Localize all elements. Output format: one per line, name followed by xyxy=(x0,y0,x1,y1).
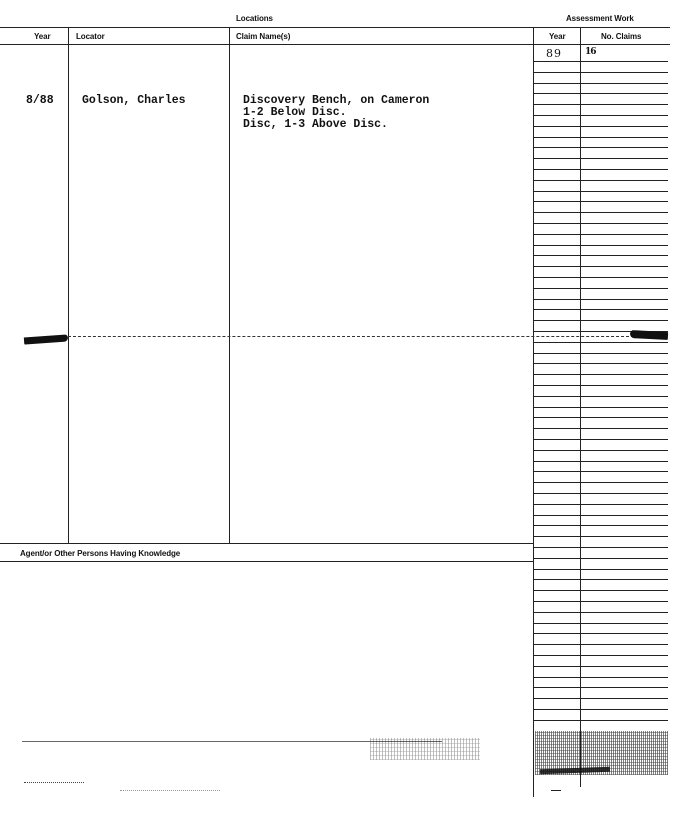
assessment-row-rule xyxy=(533,126,668,127)
no-claims-column-header: No. Claims xyxy=(601,32,642,41)
agent-section-rule xyxy=(0,561,533,562)
assessment-row-rule xyxy=(533,428,668,429)
assess-bottom-stub xyxy=(551,790,561,791)
assessment-row-rule xyxy=(533,93,668,94)
assessment-row-rule xyxy=(533,309,668,310)
assessment-row-rule xyxy=(533,515,668,516)
assessment-row-rule xyxy=(533,417,668,418)
assessment-row-rule xyxy=(533,115,668,116)
assessment-row-rule xyxy=(533,633,668,634)
claim-names-column-header: Claim Name(s) xyxy=(236,32,291,41)
assessment-row-rule xyxy=(533,83,668,84)
assessment-row-rule xyxy=(533,439,668,440)
assessment-row-rule xyxy=(533,191,668,192)
binding-mark-left xyxy=(24,334,68,344)
assessment-row-rule xyxy=(533,450,668,451)
assessment-row-rule xyxy=(533,342,668,343)
assessment-year-column-header: Year xyxy=(549,32,566,41)
assessment-row-rule xyxy=(533,277,668,278)
assessment-row-rule xyxy=(533,212,668,213)
fold-line xyxy=(68,336,634,337)
assessment-row-rule xyxy=(533,353,668,354)
locator-claims-divider xyxy=(229,27,230,543)
locations-bottom-rule xyxy=(0,543,533,544)
assessment-row-rule xyxy=(533,288,668,289)
assessment-row-rule xyxy=(533,687,668,688)
assessment-row-rule xyxy=(533,320,668,321)
assessment-row-rule xyxy=(533,385,668,386)
assessment-row-rule xyxy=(533,504,668,505)
assessment-row-rule xyxy=(533,655,668,656)
assessment-row-rule xyxy=(533,234,668,235)
assessment-row-rule xyxy=(533,612,668,613)
scan-noise-block xyxy=(370,738,480,760)
scan-bottom-streak-2 xyxy=(120,790,220,791)
record-claim-line-3: Disc, 1-3 Above Disc. xyxy=(243,118,388,131)
assessment-row-rule xyxy=(533,644,668,645)
assessment-row-rule xyxy=(533,471,668,472)
assessment-row-rule xyxy=(533,569,668,570)
locations-header: Locations xyxy=(236,14,273,23)
assessment-row-rule xyxy=(533,104,668,105)
assessment-row-rule xyxy=(533,623,668,624)
record-claim-line-2: 1-2 Below Disc. xyxy=(243,106,347,119)
assessment-row-rule xyxy=(533,482,668,483)
assessment-row-rule xyxy=(533,180,668,181)
scan-bottom-streak xyxy=(24,782,84,783)
assessment-row-rule xyxy=(533,245,668,246)
assessment-row-rule xyxy=(533,137,668,138)
assessment-row-rule xyxy=(533,558,668,559)
year-column-header: Year xyxy=(34,32,51,41)
top-rule xyxy=(0,27,670,28)
assessment-row-rule xyxy=(533,407,668,408)
assessment-row-rule xyxy=(533,396,668,397)
record-year: 8/88 xyxy=(26,94,54,107)
assessment-row-rule xyxy=(533,169,668,170)
assessment-row-rule xyxy=(533,363,668,364)
year-locator-divider xyxy=(68,27,69,543)
record-locator: Golson, Charles xyxy=(82,94,186,107)
column-header-rule xyxy=(0,44,670,45)
record-claim-line-1: Discovery Bench, on Cameron xyxy=(243,94,430,107)
assessment-row-rule xyxy=(533,147,668,148)
assessment-row-rule xyxy=(533,201,668,202)
assessment-row-rule xyxy=(533,255,668,256)
assessment-row-rule xyxy=(533,590,668,591)
assessment-no-claims-entry: 16 xyxy=(585,47,596,57)
assessment-row-rule xyxy=(533,61,668,62)
assessment-row-rule xyxy=(533,493,668,494)
claims-assessment-divider xyxy=(533,27,534,797)
assessment-row-rule xyxy=(533,299,668,300)
assessment-row-rule xyxy=(533,666,668,667)
assessment-row-rule xyxy=(533,720,668,721)
locator-column-header: Locator xyxy=(76,32,105,41)
agent-section-label: Agent/or Other Persons Having Knowledge xyxy=(20,549,181,558)
assessment-row-rule xyxy=(533,709,668,710)
assessment-row-rule xyxy=(533,223,668,224)
assessment-row-rule xyxy=(533,579,668,580)
assessment-row-rule xyxy=(533,698,668,699)
assessment-row-rule xyxy=(533,525,668,526)
assessment-work-header: Assessment Work xyxy=(566,14,634,23)
assessment-row-rule xyxy=(533,547,668,548)
assessment-row-rule xyxy=(533,158,668,159)
assessment-row-rule xyxy=(533,266,668,267)
assessment-row-rule xyxy=(533,461,668,462)
binding-mark-right xyxy=(630,330,668,340)
assessment-row-rule xyxy=(533,677,668,678)
assessment-row-rule xyxy=(533,601,668,602)
assessment-row-rule xyxy=(533,374,668,375)
assessment-row-rule xyxy=(533,536,668,537)
assessment-row-rule xyxy=(533,72,668,73)
assessment-year-entry: 89 xyxy=(546,47,562,60)
